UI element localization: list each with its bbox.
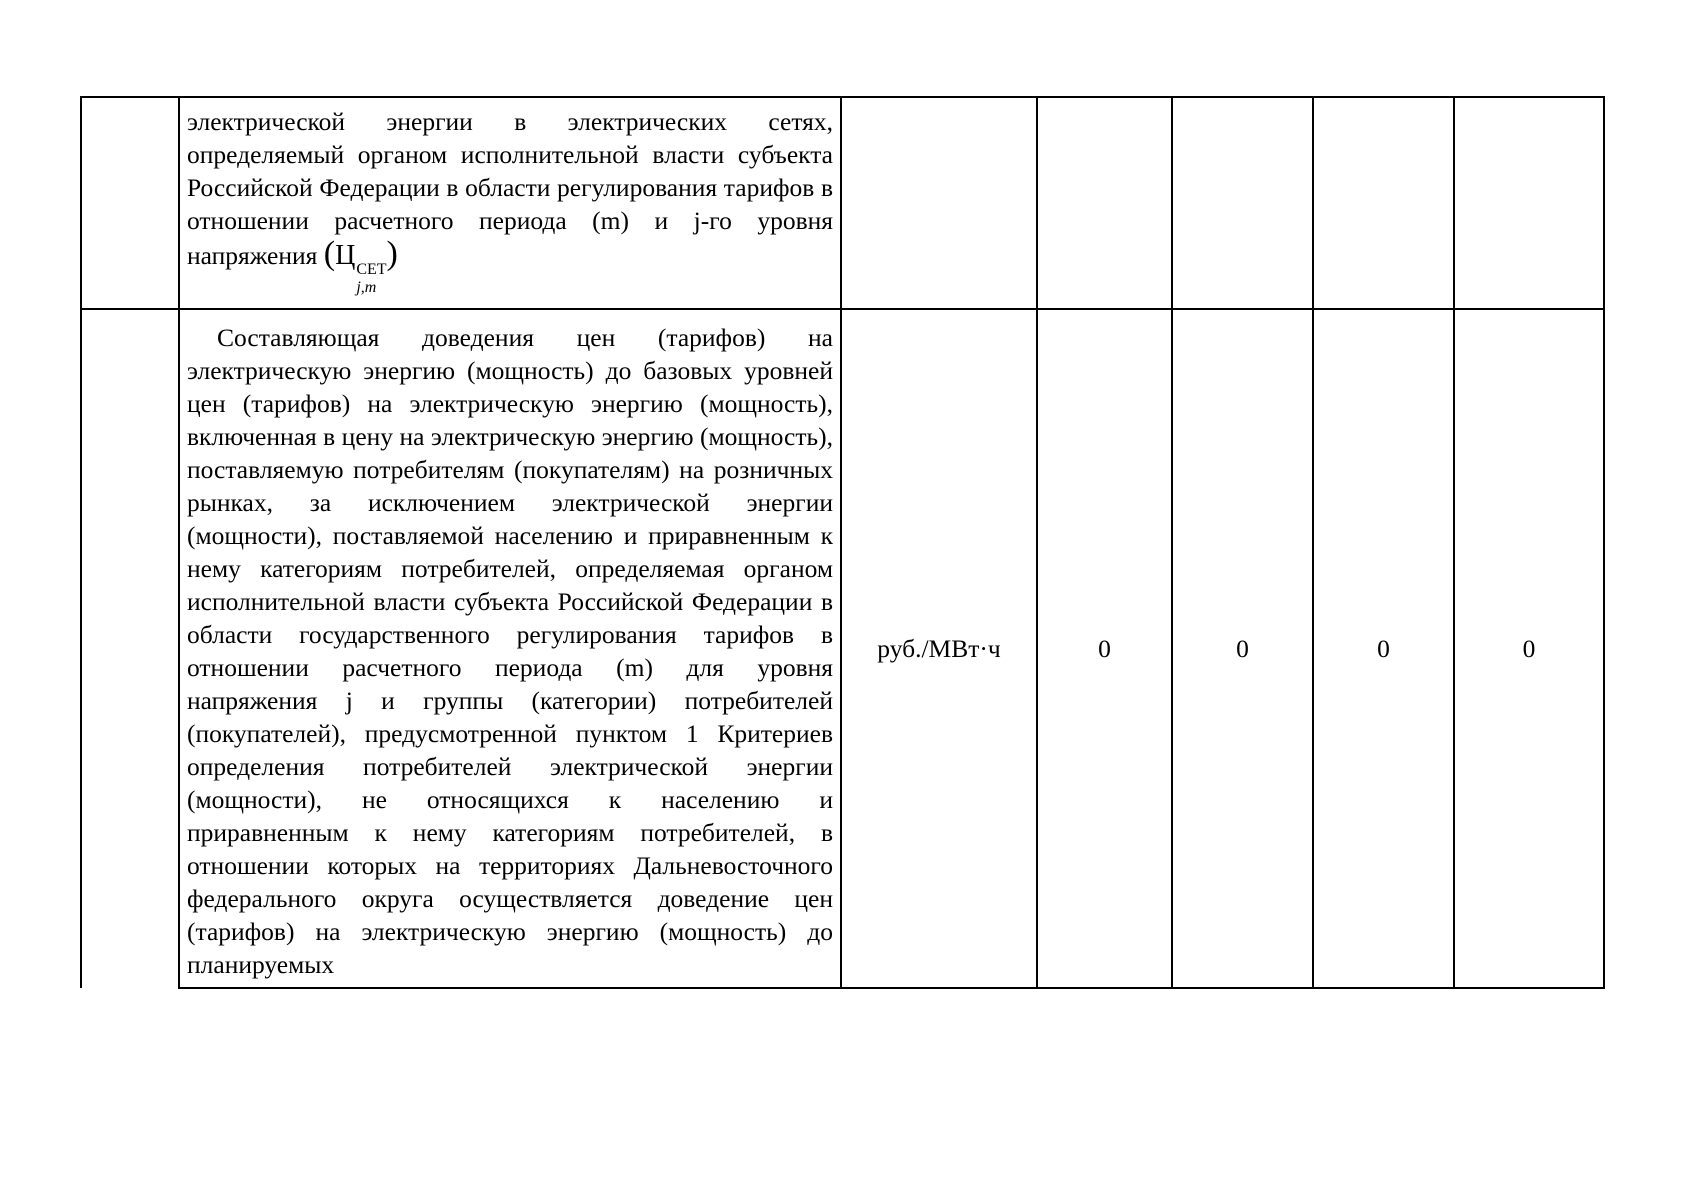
value-cell: 0 xyxy=(1454,309,1604,988)
value-cell: 0 xyxy=(1172,309,1313,988)
value-cell: 0 xyxy=(1313,309,1454,988)
tariff-formula xyxy=(323,235,398,296)
row-number-cell xyxy=(81,97,179,309)
unit-cell: руб./МВт·ч xyxy=(841,309,1037,988)
formula-subscript: j,m xyxy=(356,279,377,296)
formula-open-paren: ( xyxy=(323,235,336,272)
row2-text: Составляющая доведения цен (тарифов) на электрическую энергию (мощность) до базовых уровней цен (тарифов) на электрическую энергию (мощность), включенная в цену на электрическую энергию (мощность), поставляемую потребителям (покупателям) на розничных рынках, за исключением электрической энергии (мощности), поставляемой населению и приравненным к нему категориям потребителей, определяемая органом исполнительной власти субъекта Российской Федерации в области государственного регулирования тарифов в отношении расчетного периода (m) для уровня напряжения j и группы (категории) потребителей (покупателей), предусмотренной пунктом 1 Критериев определения потребителей электрической энергии (мощности), не относящихся к населению и приравненным к нему категориям потребителей, в отношении которых на территориях Дальневосточного федерального округа осуществляется доведение цен (тарифов) на электрическую энергию (мощность) до планируемых xyxy=(187,323,833,979)
formula-close-paren: ) xyxy=(386,235,398,272)
value-cell: 0 xyxy=(1037,309,1172,988)
table-row xyxy=(81,97,1604,309)
description-cell xyxy=(179,309,841,988)
formula-superscript: СЕТ xyxy=(356,261,387,278)
formula-symbol: Ц xyxy=(335,240,356,271)
value-cell xyxy=(1313,97,1454,309)
unit-cell xyxy=(841,97,1037,309)
row1-text: электрической энергии в электрических сетях, определяемый органом исполнительной власти субъекта Российской Федерации в области регулирования тарифов в отношении расчетного периода (m) и j-го уровня напряжения xyxy=(187,107,833,270)
value-cell xyxy=(1172,97,1313,309)
row-number-cell xyxy=(81,309,179,988)
value-cell xyxy=(1037,97,1172,309)
table-row xyxy=(81,309,1604,988)
description-cell xyxy=(179,97,841,309)
tariff-table xyxy=(80,96,1605,989)
value-cell xyxy=(1454,97,1604,309)
